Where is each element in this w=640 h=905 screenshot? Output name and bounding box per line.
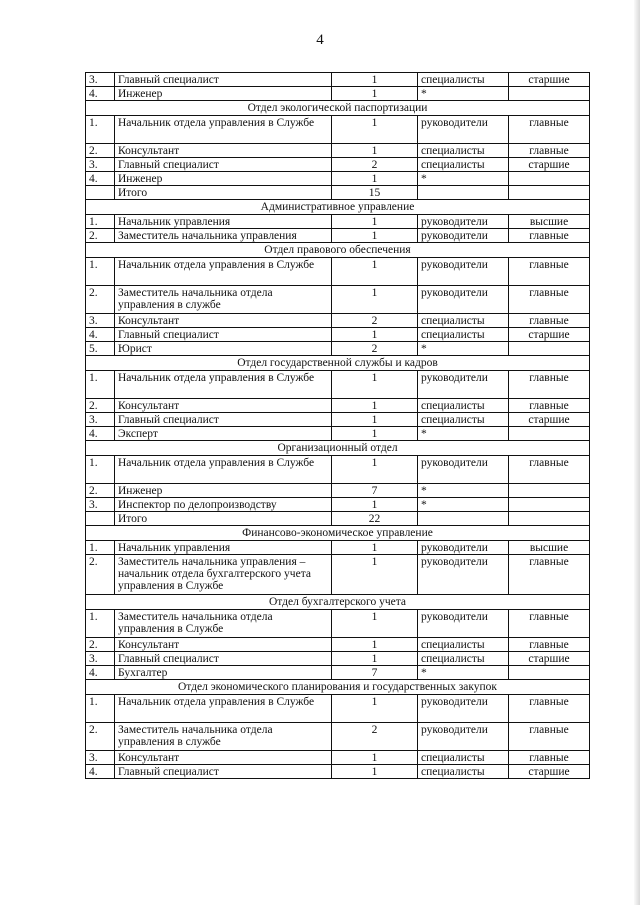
position-number: 3. xyxy=(86,73,115,87)
position-name: Эксперт xyxy=(115,427,332,441)
position-number: 3. xyxy=(86,652,115,666)
position-number: 1. xyxy=(86,695,115,723)
position-category: руководители xyxy=(418,610,509,638)
position-count: 1 xyxy=(332,413,418,427)
position-name: Заместитель начальника управления xyxy=(115,229,332,243)
table-row xyxy=(86,413,590,427)
position-group: высшие xyxy=(509,215,590,229)
table-row xyxy=(86,286,590,314)
position-category: руководители xyxy=(418,456,509,484)
position-name: Заместитель начальника отдела управления в Службе xyxy=(115,610,332,638)
position-count: 2 xyxy=(332,723,418,751)
staff-table xyxy=(85,72,590,779)
position-category: специалисты xyxy=(418,314,509,328)
position-group xyxy=(509,427,590,441)
table-row xyxy=(86,172,590,186)
position-count: 1 xyxy=(332,116,418,144)
position-category: * xyxy=(418,427,509,441)
position-category: * xyxy=(418,666,509,680)
position-count: 15 xyxy=(332,186,418,200)
position-count: 22 xyxy=(332,512,418,526)
position-number: 2. xyxy=(86,638,115,652)
position-group: старшие xyxy=(509,765,590,779)
position-category: * xyxy=(418,484,509,498)
position-name: Начальник отдела управления в Службе xyxy=(115,456,332,484)
position-number: 4. xyxy=(86,666,115,680)
page-number: 4 xyxy=(316,32,324,48)
scan-edge xyxy=(634,0,640,905)
position-number: 2. xyxy=(86,555,115,595)
position-count: 2 xyxy=(332,342,418,356)
position-number: 4. xyxy=(86,172,115,186)
position-category: руководители xyxy=(418,215,509,229)
position-group: высшие xyxy=(509,541,590,555)
position-count: 7 xyxy=(332,484,418,498)
position-group: главные xyxy=(509,229,590,243)
position-name: Главный специалист xyxy=(115,158,332,172)
position-group: главные xyxy=(509,723,590,751)
position-group xyxy=(509,342,590,356)
table-row xyxy=(86,116,590,144)
position-count: 1 xyxy=(332,751,418,765)
table-row xyxy=(86,215,590,229)
position-number: 3. xyxy=(86,413,115,427)
position-number: 2. xyxy=(86,723,115,751)
section-title: Финансово-экономическое управление xyxy=(86,526,590,541)
position-count: 2 xyxy=(332,158,418,172)
position-number: 1. xyxy=(86,610,115,638)
position-category: руководители xyxy=(418,555,509,595)
position-group: главные xyxy=(509,555,590,595)
position-count: 1 xyxy=(332,328,418,342)
position-group: главные xyxy=(509,399,590,413)
table-row xyxy=(86,328,590,342)
position-number: 4. xyxy=(86,87,115,101)
position-category: специалисты xyxy=(418,144,509,158)
table-row xyxy=(86,399,590,413)
table-row xyxy=(86,229,590,243)
position-number: 4. xyxy=(86,427,115,441)
position-group xyxy=(509,484,590,498)
section-header-row xyxy=(86,101,590,116)
position-count: 1 xyxy=(332,229,418,243)
position-category: руководители xyxy=(418,723,509,751)
table-row xyxy=(86,695,590,723)
table-row xyxy=(86,512,590,526)
position-category: специалисты xyxy=(418,765,509,779)
position-count: 1 xyxy=(332,215,418,229)
position-number: 3. xyxy=(86,158,115,172)
position-category: руководители xyxy=(418,116,509,144)
position-name: Заместитель начальника управления – начальник отдела бухгалтерского учета управления в Службе xyxy=(115,555,332,595)
position-category: руководители xyxy=(418,286,509,314)
position-count: 1 xyxy=(332,258,418,286)
section-title: Отдел экономического планирования и государственных закупок xyxy=(86,680,590,695)
position-count: 1 xyxy=(332,555,418,595)
position-name: Консультант xyxy=(115,399,332,413)
position-group: главные xyxy=(509,258,590,286)
position-name: Начальник управления xyxy=(115,541,332,555)
position-name: Инспектор по делопроизводству xyxy=(115,498,332,512)
position-count: 1 xyxy=(332,399,418,413)
section-title: Отдел государственной службы и кадров xyxy=(86,356,590,371)
position-number: 2. xyxy=(86,399,115,413)
table-row xyxy=(86,638,590,652)
table-row xyxy=(86,456,590,484)
position-category: руководители xyxy=(418,695,509,723)
position-category: специалисты xyxy=(418,751,509,765)
position-count: 1 xyxy=(332,498,418,512)
position-number: 3. xyxy=(86,751,115,765)
position-number xyxy=(86,512,115,526)
section-header-row xyxy=(86,595,590,610)
position-group: главные xyxy=(509,314,590,328)
section-title: Отдел бухгалтерского учета xyxy=(86,595,590,610)
section-header-row xyxy=(86,356,590,371)
position-group: главные xyxy=(509,638,590,652)
position-number: 2. xyxy=(86,229,115,243)
position-name: Консультант xyxy=(115,144,332,158)
position-category: специалисты xyxy=(418,413,509,427)
section-header-row xyxy=(86,243,590,258)
position-number: 1. xyxy=(86,541,115,555)
position-count: 7 xyxy=(332,666,418,680)
table-row xyxy=(86,371,590,399)
position-count: 1 xyxy=(332,371,418,399)
position-group xyxy=(509,666,590,680)
position-name: Главный специалист xyxy=(115,328,332,342)
position-group: главные xyxy=(509,610,590,638)
position-number: 4. xyxy=(86,765,115,779)
position-name: Инженер xyxy=(115,484,332,498)
position-count: 1 xyxy=(332,765,418,779)
position-group xyxy=(509,186,590,200)
table-row xyxy=(86,652,590,666)
position-name: Итого xyxy=(115,186,332,200)
position-number: 4. xyxy=(86,328,115,342)
position-category: * xyxy=(418,342,509,356)
position-count: 1 xyxy=(332,172,418,186)
table-row xyxy=(86,73,590,87)
section-title: Организационный отдел xyxy=(86,441,590,456)
position-number: 3. xyxy=(86,314,115,328)
position-category: руководители xyxy=(418,258,509,286)
position-number: 3. xyxy=(86,498,115,512)
position-name: Консультант xyxy=(115,314,332,328)
position-group: главные xyxy=(509,116,590,144)
position-group: главные xyxy=(509,695,590,723)
position-count: 1 xyxy=(332,638,418,652)
position-category: специалисты xyxy=(418,638,509,652)
section-header-row xyxy=(86,680,590,695)
position-count: 1 xyxy=(332,73,418,87)
position-name: Главный специалист xyxy=(115,73,332,87)
table-row xyxy=(86,87,590,101)
position-category: специалисты xyxy=(418,399,509,413)
table-row xyxy=(86,144,590,158)
position-name: Заместитель начальника отдела управления в службе xyxy=(115,286,332,314)
position-group: главные xyxy=(509,456,590,484)
position-count: 1 xyxy=(332,695,418,723)
position-name: Главный специалист xyxy=(115,652,332,666)
position-category: руководители xyxy=(418,229,509,243)
position-group: старшие xyxy=(509,652,590,666)
staff-table-container xyxy=(85,72,585,779)
position-name: Начальник отдела управления в Службе xyxy=(115,695,332,723)
position-category: * xyxy=(418,87,509,101)
table-row xyxy=(86,541,590,555)
position-name: Юрист xyxy=(115,342,332,356)
position-category: специалисты xyxy=(418,328,509,342)
staff-table-body xyxy=(86,73,590,779)
position-group xyxy=(509,512,590,526)
table-row xyxy=(86,555,590,595)
position-count: 1 xyxy=(332,427,418,441)
position-group xyxy=(509,172,590,186)
position-category: * xyxy=(418,498,509,512)
position-number: 1. xyxy=(86,456,115,484)
position-name: Начальник отдела управления в Службе xyxy=(115,116,332,144)
position-number: 1. xyxy=(86,371,115,399)
position-name: Начальник отдела управления в Службе xyxy=(115,371,332,399)
table-row xyxy=(86,158,590,172)
position-name: Итого xyxy=(115,512,332,526)
position-group xyxy=(509,87,590,101)
table-row xyxy=(86,186,590,200)
position-number: 2. xyxy=(86,144,115,158)
position-count: 1 xyxy=(332,286,418,314)
position-name: Бухгалтер xyxy=(115,666,332,680)
position-group: главные xyxy=(509,144,590,158)
position-count: 1 xyxy=(332,610,418,638)
position-group: старшие xyxy=(509,158,590,172)
section-title: Отдел экологической паспортизации xyxy=(86,101,590,116)
position-count: 2 xyxy=(332,314,418,328)
position-count: 1 xyxy=(332,652,418,666)
position-group: старшие xyxy=(509,328,590,342)
position-number: 1. xyxy=(86,258,115,286)
table-row xyxy=(86,258,590,286)
position-count: 1 xyxy=(332,541,418,555)
section-title: Административное управление xyxy=(86,200,590,215)
table-row xyxy=(86,342,590,356)
position-number: 2. xyxy=(86,286,115,314)
position-category: специалисты xyxy=(418,158,509,172)
position-name: Консультант xyxy=(115,751,332,765)
position-category: руководители xyxy=(418,371,509,399)
position-number xyxy=(86,186,115,200)
position-category: специалисты xyxy=(418,73,509,87)
position-name: Начальник управления xyxy=(115,215,332,229)
table-row xyxy=(86,723,590,751)
table-row xyxy=(86,498,590,512)
position-number: 5. xyxy=(86,342,115,356)
position-category xyxy=(418,186,509,200)
table-row xyxy=(86,666,590,680)
position-group: главные xyxy=(509,751,590,765)
section-header-row xyxy=(86,526,590,541)
position-name: Главный специалист xyxy=(115,765,332,779)
position-name: Инженер xyxy=(115,87,332,101)
position-category: * xyxy=(418,172,509,186)
position-name: Главный специалист xyxy=(115,413,332,427)
position-group: главные xyxy=(509,371,590,399)
position-name: Консультант xyxy=(115,638,332,652)
position-count: 1 xyxy=(332,87,418,101)
position-category xyxy=(418,512,509,526)
position-category: специалисты xyxy=(418,652,509,666)
section-header-row xyxy=(86,200,590,215)
section-title: Отдел правового обеспечения xyxy=(86,243,590,258)
position-name: Начальник отдела управления в Службе xyxy=(115,258,332,286)
position-count: 1 xyxy=(332,456,418,484)
position-name: Инженер xyxy=(115,172,332,186)
position-group xyxy=(509,498,590,512)
position-group: старшие xyxy=(509,413,590,427)
table-row xyxy=(86,427,590,441)
section-header-row xyxy=(86,441,590,456)
position-group: главные xyxy=(509,286,590,314)
table-row xyxy=(86,314,590,328)
position-name: Заместитель начальника отдела управления в службе xyxy=(115,723,332,751)
table-row xyxy=(86,610,590,638)
position-category: руководители xyxy=(418,541,509,555)
table-row xyxy=(86,751,590,765)
position-number: 1. xyxy=(86,116,115,144)
table-row xyxy=(86,765,590,779)
position-group: старшие xyxy=(509,73,590,87)
position-count: 1 xyxy=(332,144,418,158)
position-number: 1. xyxy=(86,215,115,229)
table-row xyxy=(86,484,590,498)
position-number: 2. xyxy=(86,484,115,498)
